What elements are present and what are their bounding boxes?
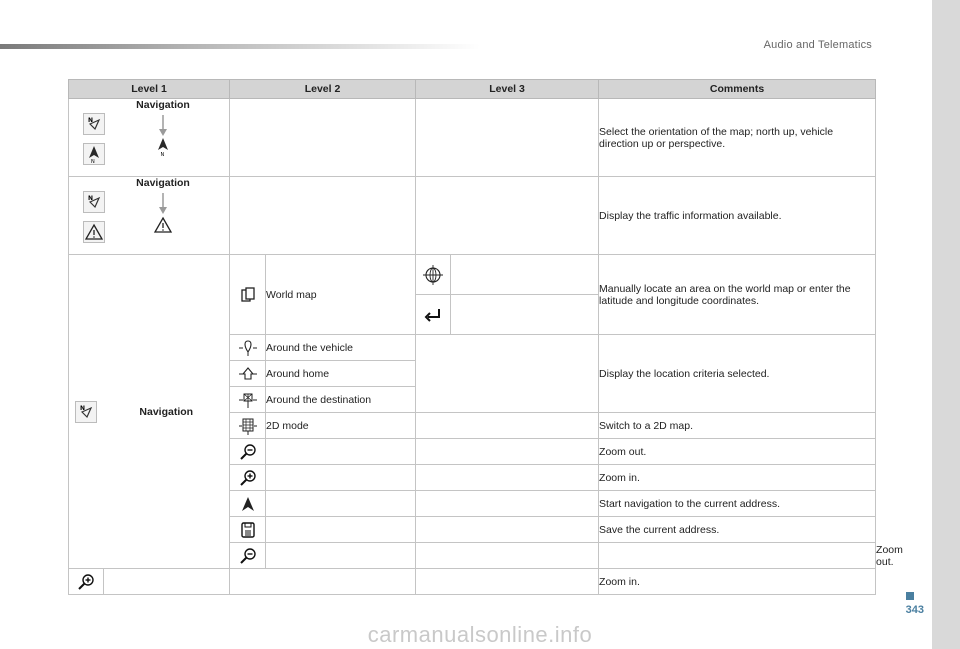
level1-icon-cell (230, 543, 266, 569)
comment-cell: Save the current address. (599, 517, 876, 543)
comment-cell: Zoom in. (599, 465, 876, 491)
level2-cell (266, 517, 416, 543)
level2-icon-cell (230, 439, 266, 465)
level2-icon-cell (230, 335, 266, 361)
return-arrow-icon[interactable] (423, 308, 443, 320)
level2-icon-cell (230, 413, 266, 439)
zoom-out-icon[interactable] (238, 549, 258, 561)
level3-cell (416, 465, 599, 491)
level3-cell (416, 413, 599, 439)
level1-cell (104, 255, 230, 569)
level2-label-cell[interactable]: 2D mode (266, 413, 416, 439)
level3-cell (416, 99, 599, 177)
level2-icon-cell (230, 491, 266, 517)
level2-cell (266, 465, 416, 491)
level2-cell (230, 177, 416, 255)
level3-cell (416, 491, 599, 517)
level1-cell (104, 569, 230, 595)
warning-triangle-icon[interactable] (83, 221, 105, 243)
level2-icon-cell (230, 255, 266, 335)
globe-target-icon[interactable] (423, 268, 443, 280)
home-pin-icon[interactable] (238, 367, 258, 379)
level2-label-cell[interactable]: Around the destination (266, 387, 416, 413)
north-arrow-icon[interactable] (83, 143, 105, 165)
comment-cell: Zoom out. (599, 439, 876, 465)
comment-cell: Display the traffic information available. (599, 177, 876, 255)
north-arrow-icon (153, 140, 173, 157)
comment-cell: Display the location criteria selected. (599, 335, 876, 413)
level3-cell (416, 569, 599, 595)
table-row (69, 99, 876, 177)
level3-cell (416, 335, 599, 413)
level2-label-cell[interactable]: Around the vehicle (266, 335, 416, 361)
level1-icon-cell (69, 255, 104, 569)
table-row (69, 255, 876, 295)
level2-icon-cell (230, 361, 266, 387)
col-header-level1: Level 1 (69, 80, 230, 99)
level2-cell (266, 439, 416, 465)
header-gradient-bar (0, 44, 480, 49)
navigation-map-icon[interactable] (83, 191, 105, 213)
level2-icon-cell (230, 517, 266, 543)
save-floppy-icon[interactable] (238, 523, 258, 535)
col-header-level2: Level 2 (230, 80, 416, 99)
level3-cell (451, 295, 599, 335)
level3-icon-cell (416, 255, 451, 295)
zoom-in-icon[interactable] (238, 471, 258, 483)
zoom-in-icon[interactable] (76, 575, 96, 587)
level1-label: Navigation (136, 98, 190, 111)
level3-cell (416, 177, 599, 255)
level2-icon-cell (230, 465, 266, 491)
navigation-arrow-icon[interactable] (238, 497, 258, 509)
level1-cell (69, 177, 230, 255)
level1-label: Navigation (136, 176, 190, 189)
destination-pin-icon[interactable] (238, 393, 258, 405)
col-header-comments: Comments (599, 80, 876, 99)
comment-cell: Start navigation to the current address. (599, 491, 876, 517)
level2-cell (230, 569, 416, 595)
table-row (69, 177, 876, 255)
page-edge-bar (932, 0, 960, 649)
level2-cell (230, 99, 416, 177)
level3-cell (599, 543, 876, 569)
navigation-map-icon[interactable] (75, 401, 97, 423)
level3-cell (416, 439, 599, 465)
comment-cell: Manually locate an area on the world map or enter the latitude and longitude coordinates. (599, 255, 876, 335)
svg-text:N: N (80, 404, 86, 412)
table-row: Zoom out. (69, 543, 876, 569)
level2-icon-cell (230, 387, 266, 413)
page-number: 343 (905, 604, 924, 616)
table-row (69, 569, 876, 595)
grid-2d-icon[interactable] (238, 419, 258, 431)
level1-cell (69, 99, 230, 177)
level1-icon-cell (69, 569, 104, 595)
section-title: Audio and Telematics (763, 39, 872, 51)
level2-cell (416, 543, 599, 569)
watermark: carmanualsonline.info (367, 622, 593, 647)
navigation-map-icon[interactable] (83, 113, 105, 135)
level2-label-cell[interactable]: World map (266, 255, 416, 335)
comment-cell: Select the orientation of the map; north up, vehicle direction up or perspective. (599, 99, 876, 177)
level2-label-cell[interactable]: Around home (266, 361, 416, 387)
world-map-icon[interactable] (238, 288, 258, 300)
zoom-out-icon[interactable] (238, 445, 258, 457)
page-marker (906, 592, 914, 600)
table-header-row (69, 80, 876, 99)
navigation-menu-table (68, 79, 903, 595)
level3-cell (451, 255, 599, 295)
level1-cell (266, 543, 416, 569)
svg-text:N: N (88, 195, 94, 202)
svg-text:N: N (91, 159, 95, 164)
warning-triangle-icon (153, 218, 173, 230)
level2-cell (266, 491, 416, 517)
down-arrow-icon (136, 115, 190, 137)
down-arrow-icon (136, 193, 190, 215)
svg-text:N: N (160, 151, 165, 157)
comment-cell: Zoom in. (599, 569, 876, 595)
col-header-level3: Level 3 (416, 80, 599, 99)
vehicle-pin-icon[interactable] (238, 341, 258, 353)
level1-label: Navigation (139, 405, 194, 418)
svg-text:N: N (88, 117, 94, 124)
level3-icon-cell (416, 295, 451, 335)
level3-cell (416, 517, 599, 543)
comment-cell: Switch to a 2D map. (599, 413, 876, 439)
